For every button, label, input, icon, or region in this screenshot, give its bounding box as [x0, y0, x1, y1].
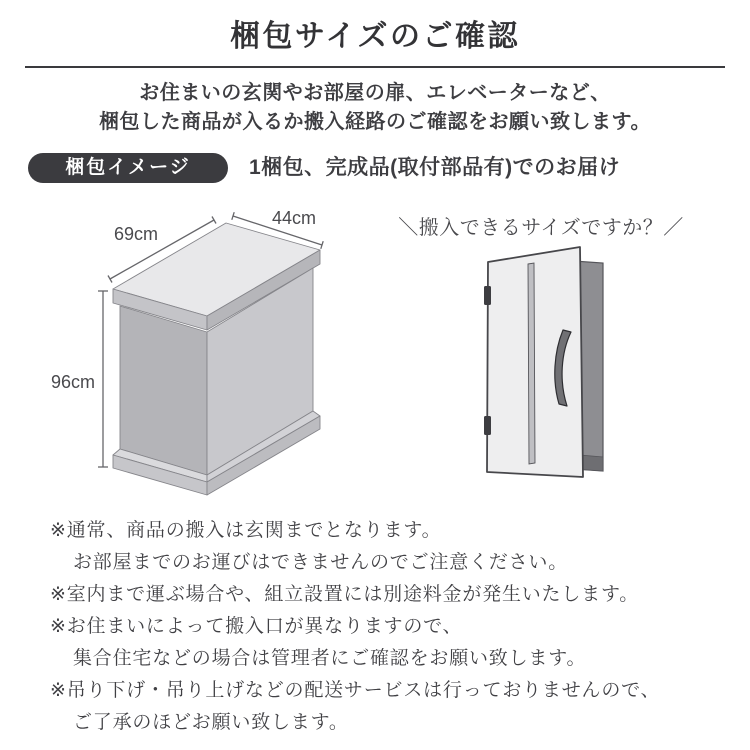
packing-image-badge: 梱包イメージ	[28, 153, 228, 183]
door-window-slit	[528, 263, 535, 464]
box-body-left-face	[120, 306, 207, 475]
note-line: ※吊り下げ・吊り上げなどの配送サービスは行っておりませんので、	[50, 680, 661, 701]
note-line: ご了承のほどお願い致します。	[73, 712, 349, 733]
intro-line-1: お住まいの玄関やお部屋の扉、エレベーターなど、	[139, 82, 611, 104]
intro-text	[0, 79, 750, 137]
note-line: ※室内まで運ぶ場合や、組立設置には別途料金が発生いたします。	[50, 584, 640, 605]
delivery-description: 1梱包、完成品(取付部品有)でのお届け	[249, 156, 621, 179]
width-tick-end	[212, 217, 216, 224]
depth-dimension-label: 44cm	[271, 208, 317, 228]
title-divider	[25, 66, 725, 68]
note-line: 集合住宅などの場合は管理者にご確認をお願い致します。	[73, 648, 587, 669]
page-title: 梱包サイズのご確認	[229, 20, 521, 53]
width-dimension-label: 69cm	[113, 224, 159, 244]
door-hinge-bottom	[484, 416, 491, 435]
width-tick-start	[108, 276, 112, 283]
packing-header	[0, 153, 750, 183]
door-hinge-top	[484, 286, 491, 305]
packaging-illustration	[0, 195, 750, 515]
door-illustration	[484, 247, 603, 477]
note-line: ※お住まいによって搬入口が異なりますので、	[50, 616, 463, 637]
notes-list	[50, 515, 730, 739]
note-line: ※通常、商品の搬入は玄関までとなります。	[50, 520, 442, 541]
height-dimension-label: 96cm	[50, 372, 96, 392]
carton-box-illustration	[113, 223, 320, 495]
note-line: お部屋までのお運びはできませんのでご注意ください。	[73, 552, 569, 573]
intro-line-2: 梱包した商品が入るか搬入経路のご確認をお願い致します。	[99, 111, 651, 133]
door-size-question: ＼搬入できるサイズですか？／	[398, 217, 684, 239]
